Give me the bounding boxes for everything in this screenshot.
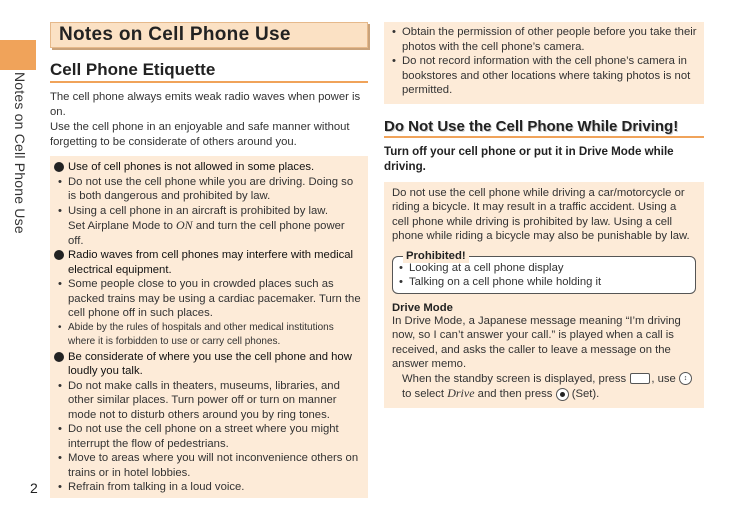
section-title: Notes on Cell Phone Use: [50, 22, 368, 48]
list-item: • Do not use the cell phone on a street where you might interrupt the flow of pedestrians.: [58, 423, 339, 450]
prohibited-box: [392, 249, 696, 294]
right-column: [384, 22, 704, 408]
etiquette-intro: [50, 90, 368, 150]
list-item: • Do not record information with the cell phone’s camera in bookstores and other locations where taking photos is not permitted.: [392, 55, 691, 96]
side-tab: [0, 40, 36, 70]
group-2-head: Radio waves from cell phones may interfere with medical electrical equipment.: [68, 249, 354, 276]
list-item: • Refrain from talking in a loud voice.: [58, 481, 245, 493]
camera-panel: [384, 22, 704, 104]
group-3-head: Be considerate of where you use the cell phone and how loudly you talk.: [68, 350, 352, 377]
group-3-list: [54, 379, 362, 495]
group-heading: [54, 350, 362, 379]
driving-heading: Do Not Use the Cell Phone While Driving!: [384, 118, 704, 138]
circle-bullet-icon: [54, 250, 64, 260]
drive-option: Drive: [447, 386, 475, 400]
left-column: [50, 22, 368, 498]
navigation-key-icon: ↕: [679, 372, 692, 385]
list-item: • Some people close to you in crowded places such as packed trains may be using a cardiac pacemaker. Turn the cell phone off in such places.: [58, 278, 361, 319]
drive-mode-heading: Drive Mode: [392, 301, 453, 314]
group-1-list: [54, 175, 362, 249]
circle-bullet-icon: [54, 352, 64, 362]
list-item: • Move to areas where you will not inconvenience others on trains or in hotel lobbies.: [58, 452, 359, 479]
menu-key-icon: [630, 373, 650, 384]
prohibited-list: [397, 261, 689, 290]
intro-line-2: Use the cell phone in an enjoyable and safe manner without forgetting to be considerate of others around you.: [50, 121, 350, 148]
set-key-icon: [556, 388, 569, 401]
airplane-on-value: ON: [176, 218, 193, 232]
list-item: • Do not make calls in theaters, museums, libraries, and other similar places. Turn power off or turn on manner mode not to disturb others around you by ring tones.: [58, 379, 340, 421]
circle-bullet-icon: [54, 162, 64, 172]
driving-panel: [384, 182, 704, 408]
etiquette-panel: [50, 156, 368, 498]
list-item: • Obtain the permission of other people before you take their photos with the cell phone’s camera.: [392, 26, 697, 53]
drive-mode-text: In Drive Mode, a Japanese message meaning “I’m driving now, so I can’t answer your call.” is played when a call is received, and asks the caller to leave a message on the answer memo.: [392, 314, 681, 370]
etiquette-heading: Cell Phone Etiquette: [50, 60, 368, 83]
prohibited-label: Prohibited!: [403, 249, 469, 263]
side-label: Notes on Cell Phone Use: [12, 72, 28, 234]
group-1-head: Use of cell phones is not allowed in some places.: [68, 161, 315, 173]
group-2-list: [54, 277, 362, 350]
intro-line-1: The cell phone always emits weak radio waves when power is on.: [50, 91, 361, 118]
list-item: • Looking at a cell phone display: [399, 261, 564, 274]
drive-mode-instructions: When the standby screen is displayed, press , use ↕ to select Drive and then press (Set).: [392, 372, 696, 402]
list-item: • Do not use the cell phone while you are driving. Doing so is both dangerous and prohibited by law.: [58, 175, 354, 202]
camera-list: [388, 25, 698, 98]
driving-paragraph: Do not use the cell phone while driving a car/motorcycle or riding a bicycle. It may result in a traffic accident. Using a cell phone while driving is prohibited by law. Using a cell phone while riding a bicycle may also be punishable by law.: [392, 186, 690, 242]
group-heading: [54, 160, 362, 175]
list-item: • Abide by the rules of hospitals and other medical institutions where it is forbidden to use or carry cell phones.: [58, 321, 334, 347]
driving-subheading: Turn off your cell phone or put it in Drive Mode while driving.: [384, 144, 674, 173]
page-number: 2: [30, 480, 38, 496]
group-heading: [54, 248, 362, 277]
list-item: • Talking on a cell phone while holding it: [399, 276, 602, 288]
list-item: • Using a cell phone in an aircraft is prohibited by law. Set Airplane Mode to ON and turn the cell phone power off.: [58, 204, 345, 247]
